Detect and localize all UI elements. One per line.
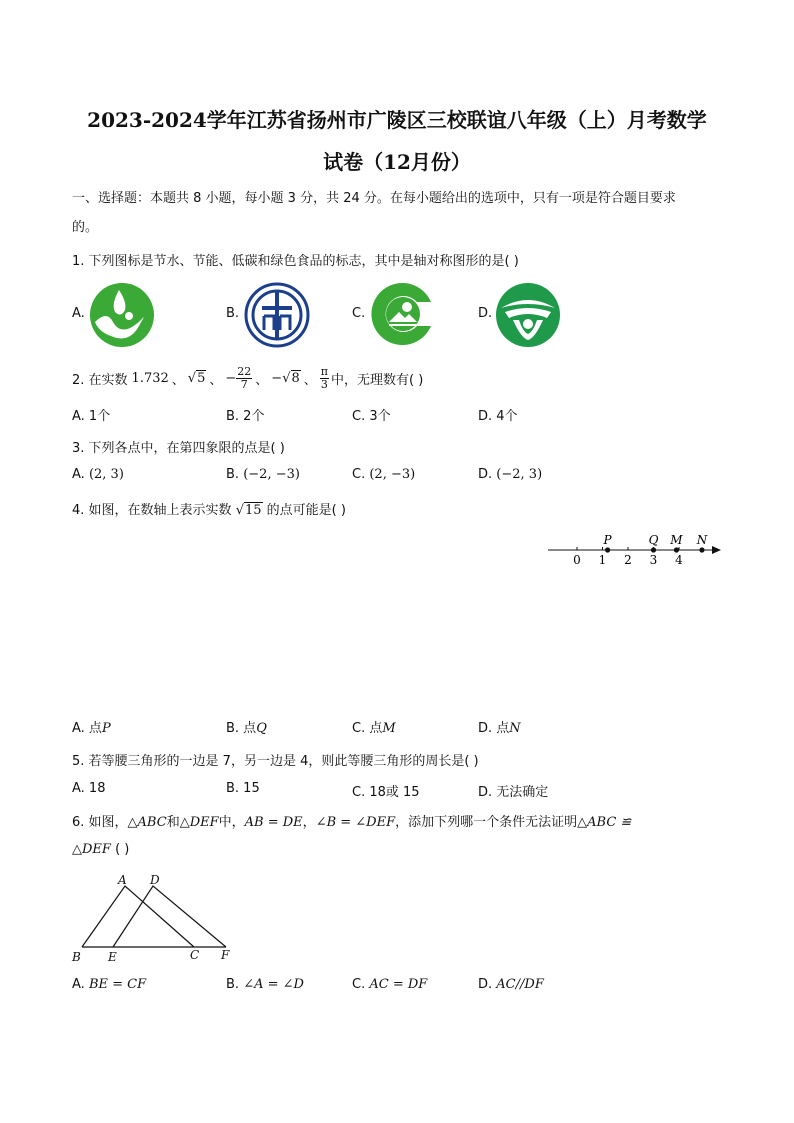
q3-option-b-point: (−2, −3) (243, 467, 300, 482)
q1-option-d-label: D. (478, 306, 493, 321)
q3-option-a-point: (2, 3) (88, 467, 124, 482)
q2-sqrt5: √5 (187, 370, 206, 386)
q4-suffix: 的点可能是( ) (266, 503, 346, 518)
q2-option-d: D. 4个 (478, 409, 518, 424)
q6-option-d-text: AC//DF (496, 977, 544, 992)
number-line-point-label-q: Q (648, 533, 659, 547)
q5-option-a: A. 18 (72, 781, 106, 796)
q6-comma: ， (302, 815, 316, 830)
q2-fraction-numerator: 22 (237, 364, 252, 378)
q6-congruence: △ABC ≌ (577, 815, 632, 830)
number-line-point-q (651, 547, 656, 552)
label-a: A (118, 873, 127, 887)
q2-pi-denominator: 3 (320, 377, 328, 391)
q2-sqrt8-sign: − (271, 370, 283, 386)
q2-option-b: B. 2个 (226, 409, 265, 424)
q6-paren: ( ) (115, 842, 130, 857)
number-line-tick-label: 0 (573, 553, 581, 567)
number-line-tick-label: 1 (598, 553, 607, 567)
label-f: F (221, 948, 230, 962)
q6-option-b (226, 977, 304, 992)
q2-fraction-pi-3 (320, 366, 329, 391)
q3-option-c (352, 467, 415, 482)
section-instructions-line1: 一、选择题：本题共 8 小题，每小题 3 分，共 24 分。在每小题给出的选项中，只有一项是符合题目要求 (72, 191, 676, 206)
q6-option-a (72, 977, 146, 992)
number-line-tick-label: 2 (624, 553, 632, 567)
q3-option-d-label: D. (478, 467, 493, 482)
q5-option-c: C. 18或 15 (352, 785, 420, 800)
exam-title-line2: 试卷（12月份） (323, 150, 471, 174)
q4-option-c-prefix: C. 点 (352, 721, 383, 736)
q4-sqrt15: √15 (235, 503, 262, 518)
number-line-tick-label: 4 (675, 553, 683, 567)
q2-separator: 、 (255, 372, 269, 388)
number-line-point-n (699, 547, 704, 552)
exam-title-line1: 2023-2024学年江苏省扬州市广陵区三校联谊八年级（上）月考数学 (87, 108, 707, 132)
q2-option-a: A. 1个 (72, 409, 111, 424)
section-instructions-line2: 的。 (72, 220, 99, 235)
q2-stem (72, 360, 423, 396)
q2-fraction-denominator: 7 (240, 377, 248, 391)
triangle-abc (82, 886, 194, 947)
green-food-logo-icon (495, 282, 561, 348)
q1-stem: 1. 下列图标是节水、节能、低碳和绿色食品的标志，其中是轴对称图形的是( ) (72, 254, 519, 269)
q4-prefix: 4. 如图，在数轴上表示实数 (72, 503, 232, 518)
label-d: D (150, 873, 160, 887)
q2-sqrt8-radicand: 8 (291, 370, 300, 386)
number-line-arrow-icon (712, 546, 721, 554)
number-line-point-label-n: N (696, 533, 708, 547)
q3-option-b-label: B. (226, 467, 240, 482)
q6-option-c-label: C. (352, 977, 366, 992)
q4-stem (72, 499, 346, 518)
q2-fraction-22-7 (236, 366, 252, 391)
q6-option-c (352, 977, 427, 992)
q4-option-b-var: Q (256, 721, 267, 736)
q4-option-c (352, 717, 396, 736)
q2-option-c: C. 3个 (352, 409, 391, 424)
q4-option-a (72, 717, 111, 736)
q5-stem: 5. 若等腰三角形的一边是 7，另一边是 4，则此等腰三角形的周长是( ) (72, 754, 479, 769)
q2-separator: 、 (209, 372, 223, 388)
q2-prefix: 2. 在实数 (72, 372, 128, 388)
number-line-point-p (605, 547, 610, 552)
q3-option-c-label: C. (352, 467, 366, 482)
label-e: E (108, 950, 117, 964)
number-line-tick-label: 3 (649, 553, 658, 567)
q6-option-a-text: BE = CF (88, 977, 147, 992)
q4-option-a-prefix: A. 点 (72, 721, 102, 736)
energy-saving-logo-icon (244, 282, 310, 348)
label-b: B (72, 950, 81, 964)
q2-sqrt8: √8 (282, 370, 300, 386)
q2-separator: 、 (303, 372, 317, 388)
q5-option-d: D. 无法确定 (478, 785, 549, 800)
number-line-figure (545, 528, 725, 570)
q4-option-d (478, 717, 521, 736)
q6-stem-line2 (72, 842, 129, 857)
q2-pi: π (320, 364, 329, 378)
q6-triangle-def: △DEF (179, 815, 219, 830)
q4-option-d-var: N (509, 721, 521, 736)
q3-option-b (226, 467, 300, 482)
q6-option-a-label: A. (72, 977, 85, 992)
q6-stem-line1 (72, 811, 631, 830)
number-line-point-label-m: M (670, 533, 683, 547)
q6-triangle-abc: △ABC (127, 815, 167, 830)
q6-option-c-text: AC = DF (369, 977, 428, 992)
q4-option-b-prefix: B. 点 (226, 721, 257, 736)
q4-option-c-var: M (382, 721, 396, 736)
triangle-def (113, 886, 226, 947)
q3-option-a-label: A. (72, 467, 85, 482)
q1-option-b-label: B. (226, 306, 240, 321)
q6-part3: ，添加下列哪一个条件无法证明 (395, 815, 578, 830)
q6-triangle-def-line2: △DEF (72, 842, 111, 857)
q6-condition-ab-de: AB = DE (244, 815, 303, 830)
q4-option-a-var: P (101, 721, 111, 736)
q6-option-b-label: B. (226, 977, 240, 992)
q3-stem: 3. 下列各点中，在第四象限的点是( ) (72, 441, 285, 456)
q6-part2: 中， (218, 815, 245, 830)
q1-option-a-label: A. (72, 306, 85, 321)
q2-number-1732: 1.732 (131, 370, 169, 386)
number-line-point-m (674, 547, 679, 552)
q3-option-d (478, 467, 542, 482)
q4-option-d-prefix: D. 点 (478, 721, 510, 736)
q4-radicand: 15 (244, 503, 262, 518)
q6-option-b-text: ∠A = ∠D (243, 977, 304, 992)
q2-separator: 、 (171, 372, 185, 388)
water-saving-logo-icon (89, 282, 155, 348)
q6-and: 和 (166, 815, 180, 830)
triangles-figure (68, 870, 238, 966)
label-c: C (190, 948, 200, 962)
q6-option-d (478, 977, 544, 992)
q5-option-b: B. 15 (226, 781, 260, 796)
q2-suffix: 中，无理数有( ) (331, 372, 424, 388)
number-line-point-label-p: P (603, 533, 612, 547)
low-carbon-logo-icon (369, 280, 435, 348)
q6-condition-angle-b: ∠B = ∠DEF (315, 815, 396, 830)
q2-minus-sign: − (225, 370, 237, 386)
q4-option-b (226, 717, 267, 736)
q3-option-c-point: (2, −3) (369, 467, 416, 482)
q6-option-d-label: D. (478, 977, 493, 992)
q3-option-d-point: (−2, 3) (496, 467, 543, 482)
q1-option-c-label: C. (352, 306, 366, 321)
q6-part1: 6. 如图， (72, 815, 128, 830)
q3-option-a (72, 467, 124, 482)
q2-sqrt5-radicand: 5 (197, 370, 206, 386)
